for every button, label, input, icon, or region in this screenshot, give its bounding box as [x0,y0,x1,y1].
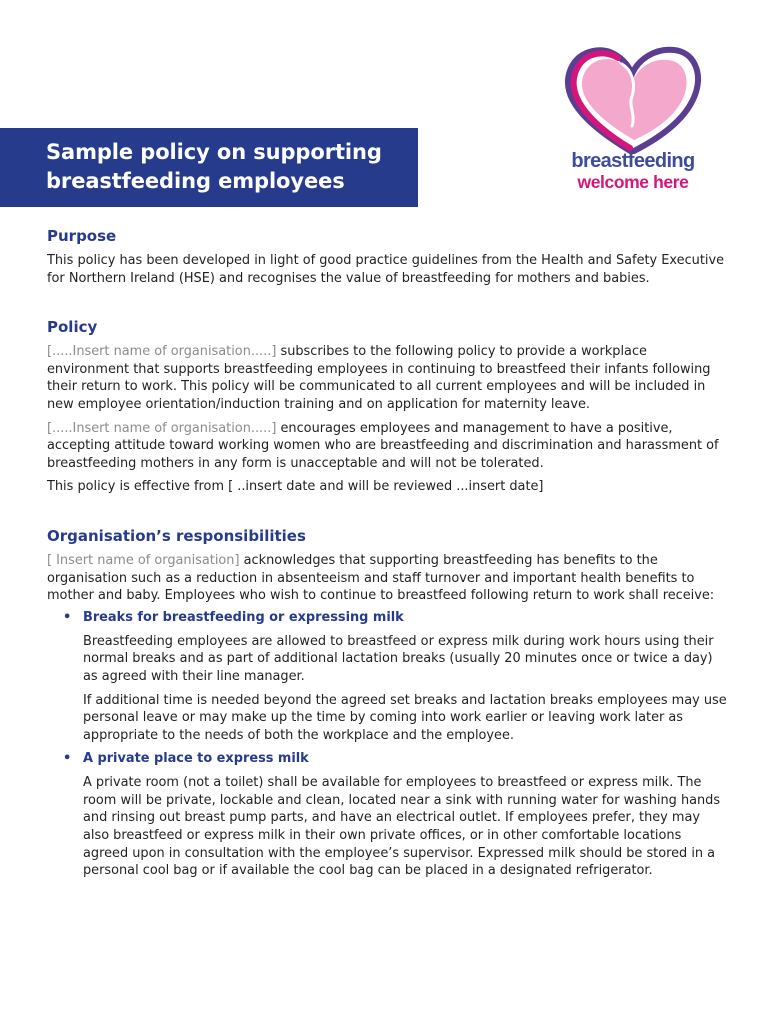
organisation-placeholder: [ Insert name of organisation] [47,552,240,568]
policy-paragraph-2-text: encourages employees and management to have a positive, accepting attitude toward working women who are breastfeeding and discrimination and harassment of breastfeeding mothers in any form is unacceptable and will not be tolerated. [47,420,719,471]
title-banner [0,128,418,207]
responsibilities-list [47,609,727,880]
logo-text-breastfeeding: breastfeeding [571,150,695,172]
purpose-heading: Purpose [47,227,117,245]
breastfeeding-welcome-logo [548,44,718,194]
policy-paragraph-3: This policy is effective from [ ..insert date and will be reviewed ...insert date] [47,479,544,495]
document-body [47,226,727,880]
title-line-1: Sample policy on supporting [46,140,382,164]
organisation-placeholder: [.....Insert name of organisation.....] [47,420,277,436]
responsibilities-intro-text: acknowledges that supporting breastfeeding has benefits to the organisation such as a reduction in absenteeism and staff turnover and important health benefits to mother and baby. Employees who wish to continue to breastfeed following return to work shall receive: [47,552,715,604]
list-item-paragraph: A private room (not a toilet) shall be available for employees to breastfeed or express milk. The room will be private, lockable and clean, located near a sink with running water for washing hands and rinsing out breast pump parts, and have an electrical outlet. If employees prefer, they may also breastfeed or express milk in their own private offices, or in other comfortable locations agreed upon in consultation with the employee’s supervisor. Expressed milk should be stored in a personal cool bag or if available the cool bag can be placed in a designated refrigerator. [83,775,721,879]
list-item [63,750,727,880]
policy-paragraph-2 [47,420,727,473]
bullet-icon: • [63,751,72,767]
list-item-paragraph: Breastfeeding employees are allowed to breastfeed or express milk during work hours using their normal breaks and as part of additional lactation breaks (usually 20 minutes once or twice a day) as agreed with their line manager. [83,633,714,684]
policy-section [47,317,727,496]
responsibilities-heading: Organisation’s responsibilities [47,526,306,545]
policy-paragraph-1-text: subscribes to the following policy to provide a workplace environment that supports breastfeeding employees in continuing to breastfeed their infants following their return to work. This policy will be communicated to all current employees and will be included in new employee orientation/induction training and on application for maternity leave. [47,344,711,412]
organisation-placeholder: [.....Insert name of organisation.....] [47,344,277,360]
policy-heading: Policy [47,318,98,337]
purpose-section [47,226,727,287]
title-line-2: breastfeeding employees [46,169,345,193]
list-item [63,609,727,745]
responsibilities-intro [47,552,727,605]
logo-text-welcome-here: welcome here [577,172,689,192]
bullet-icon: • [63,609,72,625]
list-item-title: A private place to express milk [83,751,309,767]
list-item-paragraph: If additional time is needed beyond the agreed set breaks and lactation breaks employees may use personal leave or may make up the time by coming into work earlier or leaving work later as appropriate to the needs of both the workplace and the employee. [83,692,727,743]
policy-paragraph-1 [47,343,727,413]
responsibilities-section [47,526,727,880]
purpose-text: This policy has been developed in light of good practice guidelines from the Health and Safety Executive for Northern Ireland (HSE) and recognises the value of breastfeeding for mothers and babies. [47,253,725,286]
page-title [46,138,418,196]
heart-logo-icon [562,44,702,154]
list-item-title: Breaks for breastfeeding or expressing milk [83,609,404,625]
